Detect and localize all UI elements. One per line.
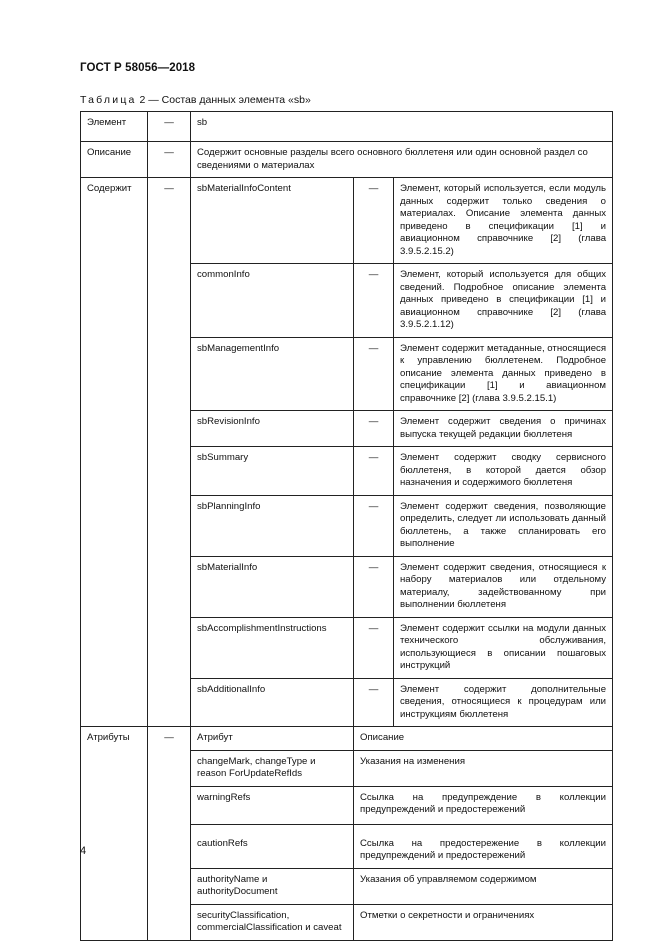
element-name: sbMaterialInfo <box>191 556 354 617</box>
table-row-contains <box>81 178 613 264</box>
element-name: sbRevisionInfo <box>191 411 354 447</box>
element-description: Элемент содержит метаданные, относящиеся к управлению бюллетенем. Подробное описание элемента данных приведено в спецификации [1] и авиационном справочнике [2] (глава 3.9.5.2.15.1) <box>394 337 613 411</box>
standard-header: ГОСТ Р 58056—2018 <box>80 62 196 74</box>
element-description: Элемент содержит сведения, относящиеся к набору материалов или отдельному материалу, задействованному при выполнении бюллетеня <box>394 556 613 617</box>
element-dash: — <box>354 447 394 496</box>
element-name: sbAdditionalInfo <box>191 678 354 727</box>
element-dash: — <box>354 556 394 617</box>
element-description: Элемент, который используется, если модуль данных содержит только сведения о материалах. Описание элемента данных приведено в спецификации [1] и авиационном справочнике [2] (глава 3.9.5.2.15.2) <box>394 178 613 264</box>
element-description: Элемент содержит дополнительные сведения, относящиеся к процедурам или инструкциям бюллетеня <box>394 678 613 727</box>
page-number: 4 <box>80 845 87 857</box>
attribute-description: Указания об управляемом содержимом <box>354 868 613 904</box>
element-dash: — <box>354 264 394 338</box>
caption-text: 2 — Состав данных элемента «sb» <box>136 94 311 106</box>
attribute-description: Ссылка на предупреждение в коллекции предупреждений и предостережений <box>354 786 613 824</box>
element-dash: — <box>354 178 394 264</box>
element-description: Элемент содержит сведения о причинах выпуска текущей редакции бюллетеня <box>394 411 613 447</box>
element-name: sbAccomplishmentInstructions <box>191 617 354 678</box>
element-description: Элемент, который используется для общих сведений. Подробное описание элемента данных приведено в спецификации [1] и авиационном справочнике [2] (глава 3.9.5.2.1.12) <box>394 264 613 338</box>
element-name: sbMaterialInfoContent <box>191 178 354 264</box>
attribute-name: authorityName и authorityDocument <box>191 868 354 904</box>
row-value: sb <box>191 112 613 142</box>
row-dash: — <box>148 727 191 941</box>
attribute-name: securityClassification, commercialClassification и caveat <box>191 904 354 940</box>
table-row-element <box>81 112 613 142</box>
row-label: Элемент <box>81 112 148 142</box>
element-description: Элемент содержит сведения, позволяющие определить, следует ли использовать данный бюллетень, а также спланировать его выполнение <box>394 495 613 556</box>
row-dash-filler <box>148 264 191 727</box>
row-dash: — <box>148 112 191 142</box>
attribute-description: Указания на изменения <box>354 750 613 786</box>
desc-column-header: Описание <box>354 727 613 751</box>
row-label: Содержит <box>81 178 148 727</box>
element-dash: — <box>354 617 394 678</box>
attribute-name: warningRefs <box>191 786 354 824</box>
element-name: sbPlanningInfo <box>191 495 354 556</box>
attr-column-header: Атрибут <box>191 727 354 751</box>
element-dash: — <box>354 411 394 447</box>
data-composition-table <box>80 111 613 941</box>
row-value: Содержит основные разделы всего основного бюллетеня или один основной раздел со сведениями о материалах <box>191 142 613 178</box>
attribute-name: changeMark, changeType и reason ForUpdateRefIds <box>191 750 354 786</box>
table-row-description <box>81 142 613 178</box>
element-name: sbSummary <box>191 447 354 496</box>
attribute-name: cautionRefs <box>191 824 354 868</box>
element-dash: — <box>354 337 394 411</box>
attribute-description: Отметки о секретности и ограничениях <box>354 904 613 940</box>
attribute-description: Ссылка на предостережение в коллекции предупреждений и предостережений <box>354 824 613 868</box>
table-row <box>81 264 613 338</box>
row-dash: — <box>148 142 191 178</box>
table-row-attributes-header <box>81 727 613 751</box>
element-dash: — <box>354 678 394 727</box>
element-description: Элемент содержит сводку сервисного бюллетеня, в которой дается обзор назначения и содержимого бюллетеня <box>394 447 613 496</box>
element-name: commonInfo <box>191 264 354 338</box>
element-description: Элемент содержит ссылки на модули данных технического обслуживания, использующиеся в описании пошаговых инструкций <box>394 617 613 678</box>
caption-word: Таблица <box>80 94 137 106</box>
table-caption <box>80 94 311 106</box>
element-name: sbManagementInfo <box>191 337 354 411</box>
row-label: Атрибуты <box>81 727 148 941</box>
row-label: Описание <box>81 142 148 178</box>
row-dash: — <box>148 178 191 264</box>
element-dash: — <box>354 495 394 556</box>
